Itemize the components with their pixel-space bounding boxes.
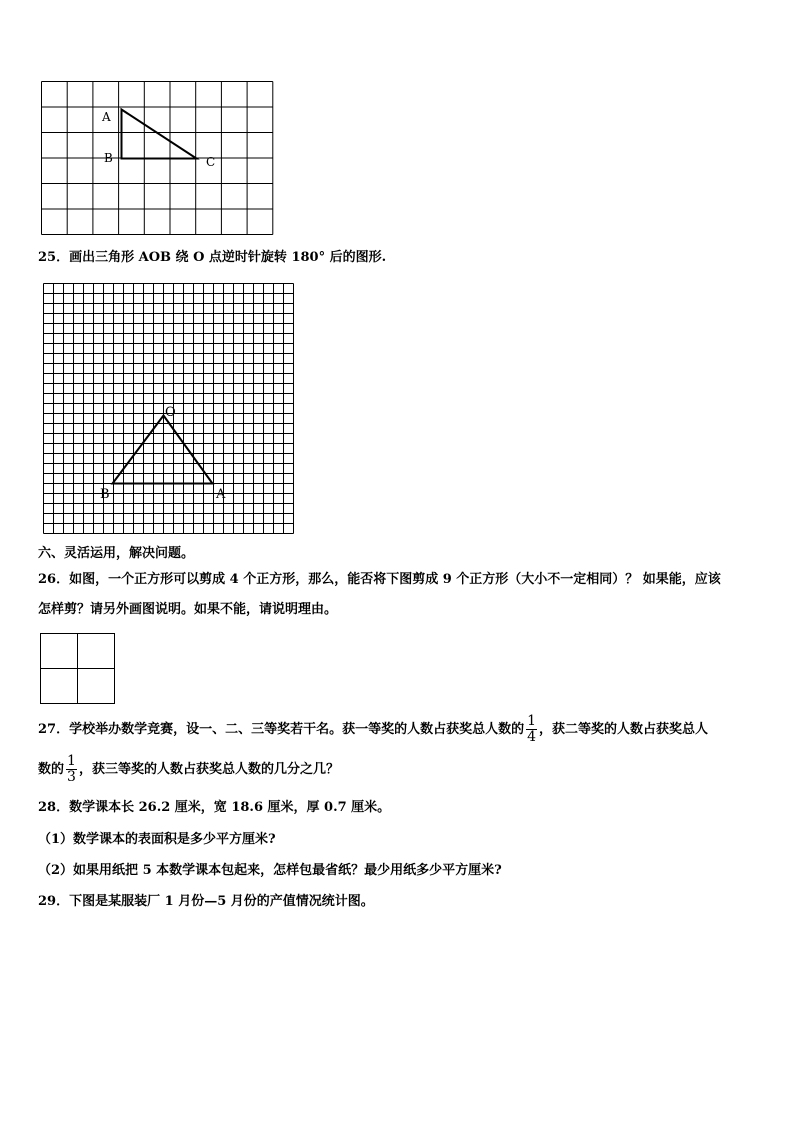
label-o: O: [165, 405, 176, 420]
question-27-line-1: [38, 712, 708, 748]
label-b: B: [100, 487, 110, 502]
grid-figure-1: [40, 80, 276, 240]
question-27-part-4: ，获三等奖的人数占获奖总人数的几分之几？: [78, 762, 339, 777]
question-27-part-3: 数的: [38, 762, 65, 777]
fraction-denominator: 4: [527, 729, 537, 745]
question-26-line-1: 26．如图，一个正方形可以剪成 4 个正方形，那么，能否将下图剪成 9 个正方形（大小不一定相同）？ 如果能，应该: [38, 572, 721, 587]
question-28: 28．数学课本长 26.2 厘米，宽 18.6 厘米，厚 0.7 厘米。: [38, 800, 391, 815]
fraction-numerator: 1: [527, 713, 537, 729]
question-29: 29．下图是某服装厂 1 月份—5 月份的产值情况统计图。: [38, 894, 374, 909]
label-c: C: [206, 155, 216, 169]
fraction-one-quarter: [526, 714, 537, 745]
section-6-title: 六、灵活运用，解决问题。: [38, 546, 195, 561]
question-27-part-2: ，获二等奖的人数占获奖总人: [539, 722, 709, 737]
grid-figure-2: [42, 282, 296, 536]
label-a: A: [216, 487, 226, 502]
question-26-line-2: 怎样剪？请另外画图说明。如果不能，请说明理由。: [38, 602, 338, 617]
label-a: A: [102, 110, 111, 124]
fraction-one-third: [66, 754, 77, 785]
fraction-denominator: 3: [67, 769, 76, 785]
question-28-sub-2: （2）如果用纸把 5 本数学课本包起来，怎样包最省纸？最少用纸多少平方厘米?: [38, 863, 502, 878]
question-28-sub-1: （1）数学课本的表面积是多少平方厘米?: [38, 832, 276, 847]
square-divided-into-four: [39, 632, 117, 706]
question-25: 25．画出三角形 AOB 绕 O 点逆时针旋转 180° 后的图形.: [38, 250, 387, 265]
triangle-abc: [122, 110, 197, 159]
question-27-part-1: 27．学校举办数学竞赛，设一、二、三等奖若干名。获一等奖的人数占获奖总人数的: [38, 722, 525, 737]
question-27-line-2: [38, 752, 339, 788]
label-b: B: [104, 151, 113, 165]
fraction-numerator: 1: [67, 753, 76, 769]
